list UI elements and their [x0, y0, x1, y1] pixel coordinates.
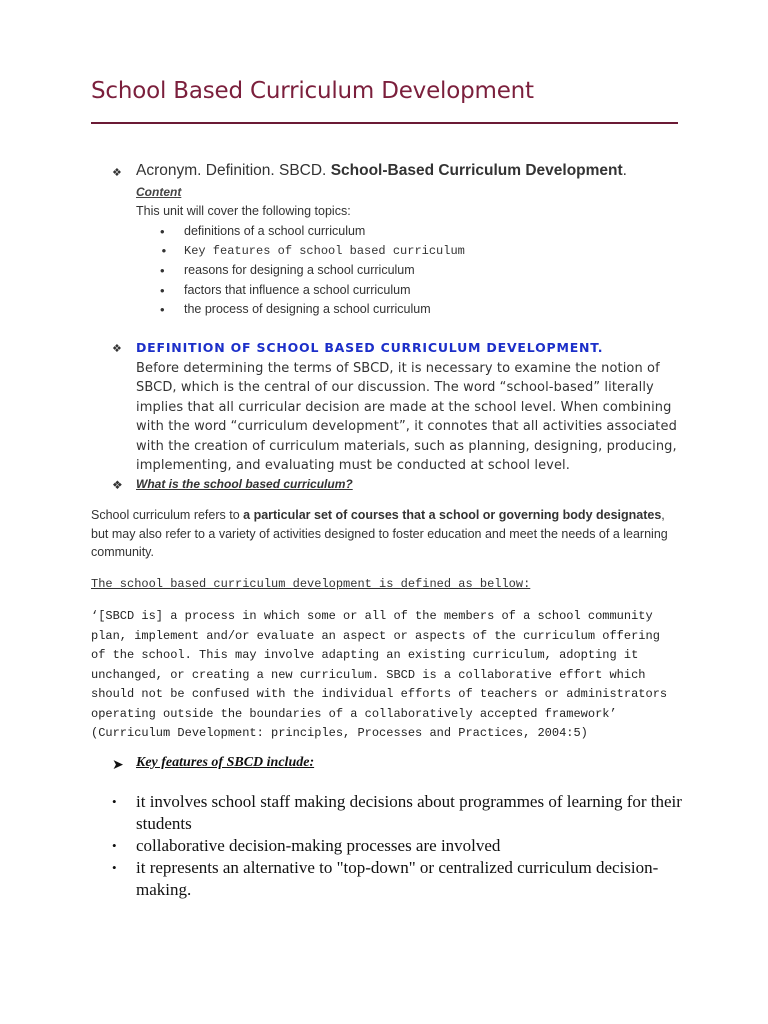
acronym-period: . [622, 162, 627, 179]
list-item: • it involves school staff making decisions about programmes of learning for their students [112, 791, 692, 835]
definition-paragraph: Before determining the terms of SBCD, it is necessary to examine the notion of SBCD, which is the central of our discussion. The word “school-based” literally implies that all curricular decision are made at the school level. When combining with the word “curriculum development”, it connotes that all activities associated with the creation of curriculum materials, such as planning, designing, producing, implementing, and evaluating must be conducted at school level. [136, 361, 677, 474]
key-features-list [112, 791, 692, 901]
school-curriculum-paragraph [91, 506, 681, 562]
acronym-line [136, 162, 627, 180]
defined-as-heading: The school based curriculum development is defined as bellow: [91, 577, 531, 591]
topics-list [160, 222, 465, 320]
diamond-outline-icon: ❖ [112, 343, 122, 355]
paragraph-text: , but may also refer to a variety of activities designed to foster education and meet the needs of a learning community. [91, 508, 668, 559]
list-item: • definitions of a school curriculum [160, 222, 465, 242]
diamond-outline-icon: ❖ [112, 167, 122, 179]
document-title: School Based Curriculum Development [91, 78, 534, 104]
definition-heading: DEFINITION OF SCHOOL BASED CURRICULUM DEVELOPMENT. [136, 340, 604, 355]
paragraph-bold-text: a particular set of courses that a school or governing body designates [243, 508, 662, 522]
sbcd-definition-quote: ‘[SBCD is] a process in which some or all of the members of a school community plan, implement and/or evaluate an aspect or aspects of the curriculum offering of the school. This may involve adapting an existing curriculum, adopting it unchanged, or creating a new curriculum. SBCD is a collaborative effort which should not be confused with the individual efforts of teachers or administrators operating outside the boundaries of a collaboratively accepted framework’ (Curriculum Development: principles, Processes and Practices, 2004:5) [91, 609, 668, 740]
list-item: • collaborative decision-making processes are involved [112, 835, 692, 857]
arrow-right-icon: ➤ [112, 756, 124, 772]
what-is-heading: What is the school based curriculum? [136, 477, 353, 491]
list-item: • factors that influence a school curriculum [160, 281, 465, 301]
paragraph-text: School curriculum refers to [91, 508, 244, 522]
title-divider [91, 122, 678, 124]
list-item: • the process of designing a school curriculum [160, 300, 465, 320]
acronym-text: Acronym. Definition. SBCD. [136, 162, 331, 179]
key-features-heading: Key features of SBCD include: [136, 755, 315, 770]
list-item: • it represents an alternative to "top-down" or centralized curriculum decision-making. [112, 857, 692, 901]
list-item: • Key features of school based curriculum [160, 242, 465, 262]
topics-intro: This unit will cover the following topics: [136, 204, 351, 218]
acronym-expansion: School-Based Curriculum Development [330, 162, 623, 179]
list-item: • reasons for designing a school curriculum [160, 261, 465, 281]
diamond-filled-icon: ❖ [112, 478, 123, 492]
content-label: Content [136, 185, 182, 199]
